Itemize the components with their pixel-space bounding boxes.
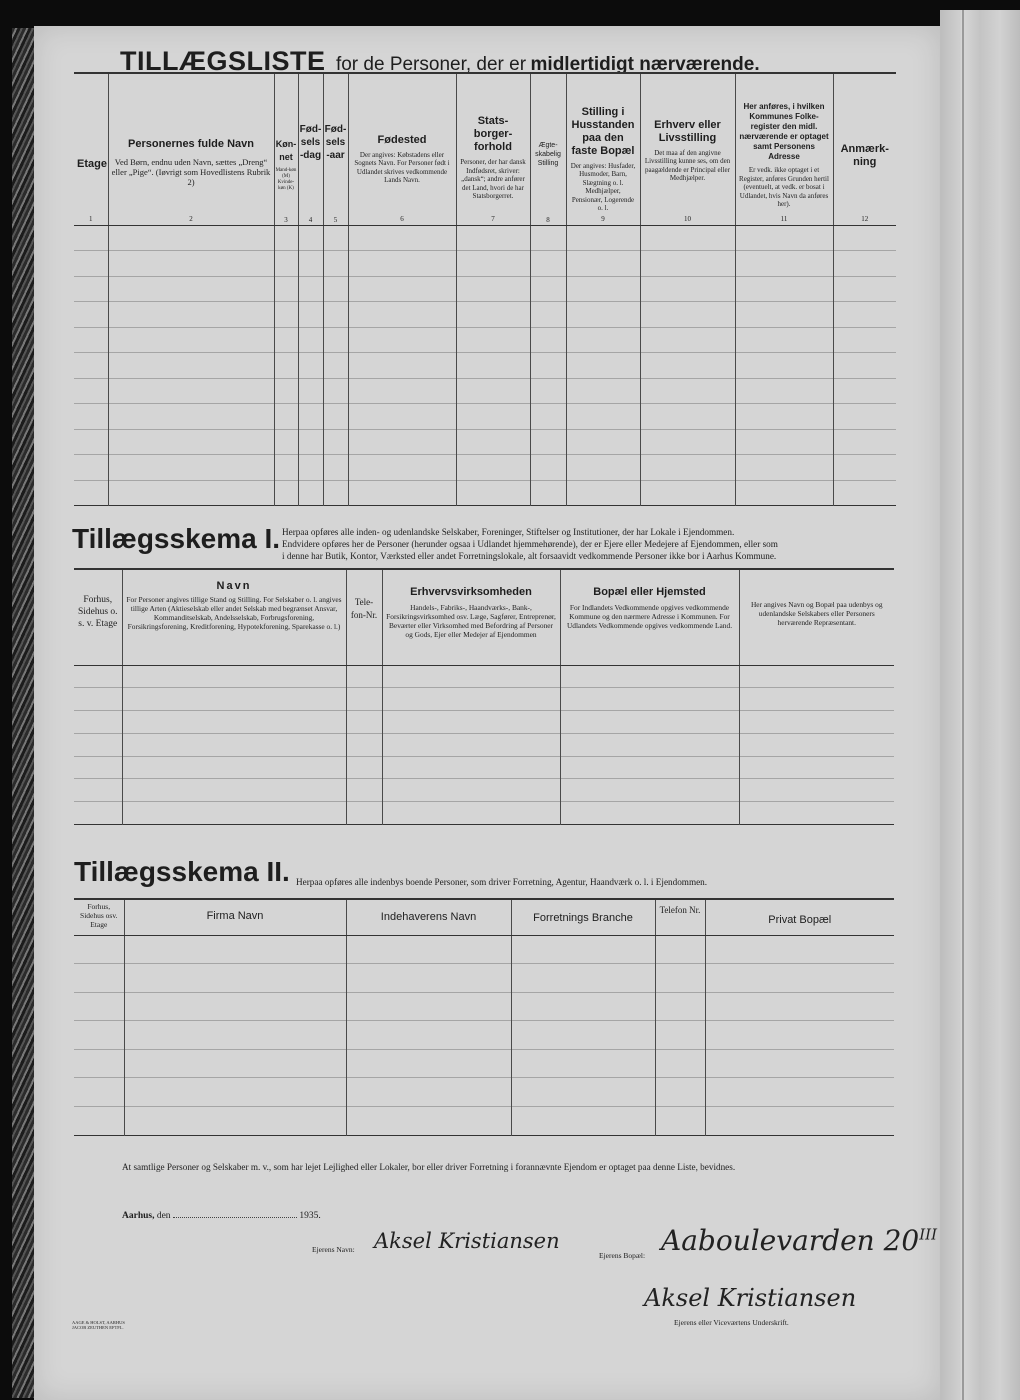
page-fold-line [962, 10, 964, 1400]
form-cell[interactable] [833, 276, 896, 302]
skema1-note [282, 526, 902, 562]
s2-col-branche: Forretnings Branche [511, 899, 655, 935]
form-cell[interactable] [122, 779, 346, 802]
form-cell[interactable] [530, 455, 566, 481]
form-cell[interactable] [346, 1078, 511, 1107]
form-cell[interactable] [298, 455, 323, 481]
form-cell[interactable] [560, 733, 739, 756]
title-big: TILLÆGSLISTE [120, 46, 326, 76]
form-cell[interactable] [735, 251, 833, 277]
col-navn: Personernes fulde Navn Ved Børn, endnu uden Navn, sættes „Dreng“ eller „Pige“. (Iøvrigt som Hovedlistens Rubrik 2) 2 [108, 73, 274, 225]
s2-col-bopael: Privat Bopæl [705, 899, 894, 935]
main-table-row [74, 404, 896, 430]
form-cell[interactable] [566, 327, 640, 353]
form-cell[interactable] [74, 378, 108, 404]
owner-address-text: Aaboulevarden 20 [661, 1224, 920, 1257]
form-cell[interactable] [74, 779, 122, 802]
form-cell[interactable] [323, 327, 348, 353]
form-cell[interactable] [348, 327, 456, 353]
form-cell[interactable] [456, 327, 530, 353]
date-line [122, 1211, 321, 1221]
form-cell[interactable] [298, 251, 323, 277]
main-table-row [74, 353, 896, 379]
owner-name-signature: Aksel Kristiansen [374, 1229, 560, 1253]
form-cell[interactable] [124, 1021, 346, 1050]
form-cell[interactable] [108, 276, 274, 302]
form-cell[interactable] [74, 404, 108, 430]
form-cell[interactable] [530, 480, 566, 506]
form-cell[interactable] [566, 455, 640, 481]
form-cell[interactable] [74, 429, 108, 455]
form-cell[interactable] [74, 1078, 124, 1107]
owner-name-label: Ejerens Navn: [312, 1245, 355, 1254]
form-cell[interactable] [655, 1049, 705, 1078]
form-cell[interactable] [382, 756, 560, 779]
form-cell[interactable] [298, 225, 323, 251]
skema1-note-line2: Endvidere opføres her de Personer (herunder ogsaa i Udlandet hjemmehørende), der er Ejere eller Medejere af Ejendommen, eller som [282, 539, 778, 549]
form-cell[interactable] [323, 455, 348, 481]
form-cell[interactable] [655, 1021, 705, 1050]
form-cell[interactable] [348, 404, 456, 430]
form-cell[interactable] [298, 276, 323, 302]
s1-col-repraesentant: Her angives Navn og Bopæl paa udenbys og udenlandske Selskabers eller Personers herværende Repræsentant. [739, 569, 894, 665]
form-cell[interactable] [323, 404, 348, 430]
form-cell[interactable] [705, 1078, 894, 1107]
form-cell[interactable] [735, 327, 833, 353]
main-table-row [74, 378, 896, 404]
next-page-edge [940, 10, 1020, 1400]
form-cell[interactable] [74, 711, 122, 734]
form-cell[interactable] [560, 756, 739, 779]
form-cell[interactable] [274, 225, 298, 251]
form-cell[interactable] [122, 688, 346, 711]
city-label: Aarhus, [122, 1211, 155, 1221]
skema1-note-line1: Herpaa opføres alle inden- og udenlandske Selskaber, Foreninger, Stiftelser og Institutioner, der har Lokale i Ejendommen. [282, 527, 735, 537]
form-cell[interactable] [833, 429, 896, 455]
form-cell[interactable] [108, 404, 274, 430]
form-cell[interactable] [640, 480, 735, 506]
s2-col-etage: Forhus, Sidehus osv. Etage [74, 899, 124, 935]
form-cell[interactable] [346, 711, 382, 734]
skema1-row [74, 711, 894, 734]
form-cell[interactable] [530, 429, 566, 455]
date-field[interactable] [173, 1217, 297, 1218]
skema2-row [74, 1049, 894, 1078]
form-cell[interactable] [74, 992, 124, 1021]
form-cell[interactable] [122, 756, 346, 779]
col-aegteskab: Ægte-skabelig Stilling 8 [530, 73, 566, 225]
form-cell[interactable] [74, 302, 108, 328]
form-cell[interactable] [74, 665, 122, 688]
form-cell[interactable] [735, 480, 833, 506]
skema2-row [74, 1021, 894, 1050]
form-cell[interactable] [108, 327, 274, 353]
form-cell[interactable] [323, 378, 348, 404]
owner-address-label: Ejerens Bopæl: [599, 1251, 646, 1260]
form-cell[interactable] [346, 1021, 511, 1050]
form-cell[interactable] [640, 327, 735, 353]
form-cell[interactable] [108, 251, 274, 277]
main-table-row [74, 429, 896, 455]
form-cell[interactable] [122, 802, 346, 825]
form-cell[interactable] [74, 733, 122, 756]
den-label: den [156, 1211, 171, 1221]
form-cell[interactable] [298, 302, 323, 328]
form-cell[interactable] [511, 1078, 655, 1107]
form-cell[interactable] [298, 353, 323, 379]
s1-col-telefon: Tele-fon-Nr. [346, 569, 382, 665]
skema1-note-line3: i denne har Butik, Kontor, Værksted eller andet Forretningslokale, alt forsaavidt vedkommende Personer ikke bor i Aarhus Kommune. [282, 551, 777, 561]
form-cell[interactable] [348, 276, 456, 302]
form-cell[interactable] [655, 1078, 705, 1107]
form-cell[interactable] [456, 251, 530, 277]
form-cell[interactable] [274, 455, 298, 481]
s1-col-erhverv: Erhvervsvirksomheden Handels-, Fabriks-, Haandværks-, Bank-, Forsikringsvirksomhed osv. Læge, Sagfører, Entreprenør, Beværter eller Virksomhed med Befordring af Personer og Gods, Ejer eller Medejer af Ejendommen [382, 569, 560, 665]
form-cell[interactable] [274, 404, 298, 430]
form-cell[interactable] [346, 935, 511, 964]
form-cell[interactable] [566, 404, 640, 430]
form-cell[interactable] [274, 251, 298, 277]
form-cell[interactable] [530, 404, 566, 430]
form-cell[interactable] [735, 276, 833, 302]
form-cell[interactable] [74, 1049, 124, 1078]
form-cell[interactable] [274, 327, 298, 353]
skema1-row [74, 756, 894, 779]
form-cell[interactable] [124, 1049, 346, 1078]
form-cell[interactable] [456, 480, 530, 506]
form-cell[interactable] [323, 353, 348, 379]
form-cell[interactable] [323, 429, 348, 455]
form-cell[interactable] [833, 327, 896, 353]
form-cell[interactable] [566, 480, 640, 506]
form-cell[interactable] [346, 733, 382, 756]
form-cell[interactable] [274, 429, 298, 455]
form-cell[interactable] [530, 353, 566, 379]
form-cell[interactable] [323, 276, 348, 302]
form-cell[interactable] [566, 429, 640, 455]
form-cell[interactable] [346, 779, 382, 802]
form-cell[interactable] [74, 225, 108, 251]
form-cell[interactable] [274, 480, 298, 506]
underskrift-signature: Aksel Kristiansen [644, 1284, 857, 1312]
form-cell[interactable] [74, 756, 122, 779]
s1-col-etage: Forhus, Sidehus o. s. v. Etage [74, 569, 122, 665]
form-cell[interactable] [640, 429, 735, 455]
form-cell[interactable] [560, 665, 739, 688]
form-cell[interactable] [124, 992, 346, 1021]
form-cell[interactable] [735, 302, 833, 328]
form-cell[interactable] [655, 964, 705, 993]
year-label: 1935. [299, 1211, 321, 1221]
form-cell[interactable] [124, 1078, 346, 1107]
skema2-row [74, 964, 894, 993]
form-cell[interactable] [74, 480, 108, 506]
form-cell[interactable] [530, 302, 566, 328]
form-cell[interactable] [346, 992, 511, 1021]
title-bold: midlertidigt nærværende. [530, 54, 760, 75]
main-table [74, 72, 896, 506]
form-cell[interactable] [833, 480, 896, 506]
col-erhverv: Erhverv eller Livsstilling Det maa af den angivne Livsstilling kunne ses, om den paagældende er Principal eller Medhjælper. 10 [640, 73, 735, 225]
form-cell[interactable] [735, 455, 833, 481]
form-cell[interactable] [640, 378, 735, 404]
owner-address-floor: III [919, 1225, 937, 1244]
title-rest: for de Personer, der er [335, 54, 527, 75]
form-cell[interactable] [298, 327, 323, 353]
form-cell[interactable] [74, 353, 108, 379]
form-cell[interactable] [833, 302, 896, 328]
form-cell[interactable] [705, 964, 894, 993]
form-cell[interactable] [74, 1021, 124, 1050]
form-cell[interactable] [705, 1049, 894, 1078]
s1-col-navn: Navn For Personer angives tillige Stand og Stilling. For Selskaber o. l. angives tillige Arten (Aktieselskab eller andet Selskab med begrænset Ansvar, Kommanditselskab, Andelsselskab, Forbrugsforening, Forsikringsforening, Kreditforening, Hypotekforening, Sparekasse o. l.) [122, 569, 346, 665]
form-cell[interactable] [274, 276, 298, 302]
form-cell[interactable] [382, 733, 560, 756]
skema2-title: Tillægsskema II. [74, 856, 290, 887]
form-cell[interactable] [382, 711, 560, 734]
form-cell[interactable] [735, 225, 833, 251]
form-cell[interactable] [108, 429, 274, 455]
form-cell[interactable] [640, 251, 735, 277]
form-cell[interactable] [122, 711, 346, 734]
skema2-note: Herpaa opføres alle indenbys boende Personer, som driver Forretning, Agentur, Haandværk o. l. i Ejendommen. [296, 877, 708, 887]
form-cell[interactable] [74, 1107, 124, 1136]
form-cell[interactable] [74, 455, 108, 481]
form-cell[interactable] [530, 225, 566, 251]
form-cell[interactable] [382, 802, 560, 825]
form-cell[interactable] [735, 429, 833, 455]
form-cell[interactable] [74, 276, 108, 302]
form-cell[interactable] [560, 802, 739, 825]
col-foedselsdag: Fød-sels-dag 4 [298, 73, 323, 225]
form-cell[interactable] [560, 688, 739, 711]
main-table-row [74, 225, 896, 251]
form-cell[interactable] [560, 711, 739, 734]
form-cell[interactable] [560, 779, 739, 802]
skema2-row [74, 1078, 894, 1107]
main-table-row [74, 455, 896, 481]
form-cell[interactable] [739, 688, 894, 711]
form-cell[interactable] [456, 378, 530, 404]
form-cell[interactable] [456, 225, 530, 251]
form-cell[interactable] [566, 225, 640, 251]
form-cell[interactable] [655, 992, 705, 1021]
form-cell[interactable] [739, 733, 894, 756]
skema1-title: Tillægsskema I. [72, 523, 281, 554]
book-binding [12, 28, 36, 1398]
skema1-row [74, 802, 894, 825]
form-cell[interactable] [346, 688, 382, 711]
col-anmaerkning: Anmærk-ning 12 [833, 73, 896, 225]
form-cell[interactable] [705, 935, 894, 964]
form-cell[interactable] [833, 225, 896, 251]
form-cell[interactable] [298, 378, 323, 404]
skema2-row [74, 992, 894, 1021]
form-cell[interactable] [122, 665, 346, 688]
form-cell[interactable] [348, 378, 456, 404]
owner-address-value [661, 1224, 937, 1257]
skema2-table [74, 898, 894, 1136]
form-cell[interactable] [298, 480, 323, 506]
form-cell[interactable] [530, 327, 566, 353]
form-cell[interactable] [74, 251, 108, 277]
form-cell[interactable] [511, 935, 655, 964]
form-cell[interactable] [346, 665, 382, 688]
form-cell[interactable] [739, 802, 894, 825]
s2-col-telefon: Telefon Nr. [655, 899, 705, 935]
form-cell[interactable] [735, 353, 833, 379]
form-cell[interactable] [640, 455, 735, 481]
skema1-row [74, 665, 894, 688]
form-cell[interactable] [640, 404, 735, 430]
col-stilling: Stilling i Husstanden paa den faste Bopæl Der angives: Husfader, Husmoder, Barn, Slægtning o. l. Medhjælper, Pensionær, Logerende o. l. 9 [566, 73, 640, 225]
form-cell[interactable] [124, 935, 346, 964]
form-cell[interactable] [566, 302, 640, 328]
form-cell[interactable] [122, 733, 346, 756]
form-cell[interactable] [274, 302, 298, 328]
form-cell[interactable] [511, 992, 655, 1021]
form-cell[interactable] [298, 404, 323, 430]
form-cell[interactable] [323, 225, 348, 251]
form-cell[interactable] [74, 964, 124, 993]
form-cell[interactable] [640, 225, 735, 251]
form-cell[interactable] [655, 1107, 705, 1136]
form-cell[interactable] [640, 276, 735, 302]
form-cell[interactable] [382, 688, 560, 711]
form-cell[interactable] [108, 353, 274, 379]
form-cell[interactable] [323, 251, 348, 277]
form-cell[interactable] [323, 480, 348, 506]
form-cell[interactable] [566, 378, 640, 404]
underskrift-label: Ejerens eller Viceværtens Underskrift. [674, 1318, 789, 1327]
form-cell[interactable] [739, 756, 894, 779]
form-cell[interactable] [511, 964, 655, 993]
form-cell[interactable] [348, 480, 456, 506]
form-cell[interactable] [74, 327, 108, 353]
form-cell[interactable] [833, 404, 896, 430]
form-cell[interactable] [348, 429, 456, 455]
form-cell[interactable] [346, 802, 382, 825]
form-cell[interactable] [735, 404, 833, 430]
skema1-row [74, 733, 894, 756]
form-cell[interactable] [108, 455, 274, 481]
col-foedselsaar: Fød-sels-aar 5 [323, 73, 348, 225]
s2-col-firma: Firma Navn [124, 899, 346, 935]
form-cell[interactable] [511, 1049, 655, 1078]
form-cell[interactable] [456, 353, 530, 379]
form-cell[interactable] [346, 756, 382, 779]
form-cell[interactable] [833, 378, 896, 404]
main-table-row [74, 251, 896, 277]
form-cell[interactable] [108, 378, 274, 404]
col-folkeregister: Her anføres, i hvilken Kommunes Folke-register den midl. nærværende er optaget samt Personens Adresse Er vedk. ikke optaget i et Register, anføres Grunden hertil (eventuelt, at vedk. er bosat i Udlandet, hvis Navn da anføres her). 11 [735, 73, 833, 225]
form-cell[interactable] [833, 353, 896, 379]
form-cell[interactable] [833, 251, 896, 277]
form-cell[interactable] [274, 353, 298, 379]
form-cell[interactable] [348, 353, 456, 379]
form-cell[interactable] [566, 251, 640, 277]
form-cell[interactable] [511, 1107, 655, 1136]
s1-col-bopael: Bopæl eller Hjemsted For Indlandets Vedkommende opgives vedkommende Kommune og den nærmere Adresse i Kommunen. For Udlandets Vedkommende opgives vedkommende Land. [560, 569, 739, 665]
printer-mark: AAGE & HOLST, AARHUS JACOB ZEUTHEN EFTFL. [72, 1320, 125, 1330]
s2-col-indehaver: Indehaverens Navn [346, 899, 511, 935]
main-table-row [74, 327, 896, 353]
form-cell[interactable] [735, 378, 833, 404]
form-cell[interactable] [566, 276, 640, 302]
form-cell[interactable] [346, 964, 511, 993]
form-cell[interactable] [346, 1107, 511, 1136]
form-cell[interactable] [456, 276, 530, 302]
form-cell[interactable] [655, 935, 705, 964]
skema1-row [74, 779, 894, 802]
form-cell[interactable] [124, 1107, 346, 1136]
form-cell[interactable] [640, 302, 735, 328]
main-table-row [74, 276, 896, 302]
form-cell[interactable] [274, 378, 298, 404]
form-cell[interactable] [530, 378, 566, 404]
form-cell[interactable] [456, 404, 530, 430]
form-cell[interactable] [382, 665, 560, 688]
form-cell[interactable] [640, 353, 735, 379]
form-cell[interactable] [348, 302, 456, 328]
form-cell[interactable] [511, 1021, 655, 1050]
form-cell[interactable] [456, 302, 530, 328]
skema2-row [74, 1107, 894, 1136]
form-cell[interactable] [348, 225, 456, 251]
main-table-row [74, 302, 896, 328]
form-cell[interactable] [382, 779, 560, 802]
form-cell[interactable] [530, 251, 566, 277]
form-cell[interactable] [566, 353, 640, 379]
skema1-table [74, 568, 894, 825]
form-page [34, 26, 940, 1400]
form-cell[interactable] [323, 302, 348, 328]
form-cell[interactable] [298, 429, 323, 455]
col-koen: Køn-net Mand-køn (M) Kvinde-køn (K) 3 [274, 73, 298, 225]
col-statsborger: Stats-borger-forhold Personer, der har dansk Indfødsret, skriver: „dansk“; andre anfører det Land, hvori de har Statsborgerret. 7 [456, 73, 530, 225]
form-cell[interactable] [124, 964, 346, 993]
col-etage: Etage 1 [74, 73, 108, 225]
form-cell[interactable] [833, 455, 896, 481]
form-cell[interactable] [705, 1021, 894, 1050]
form-cell[interactable] [74, 688, 122, 711]
col-foedested: Fødested Der angives: Købstadens eller Sognets Navn. For Personer født i Udlandet skrives vedkommende Lands Navn. 6 [348, 73, 456, 225]
form-cell[interactable] [108, 302, 274, 328]
main-table-row [74, 480, 896, 506]
form-cell[interactable] [705, 992, 894, 1021]
form-cell[interactable] [705, 1107, 894, 1136]
certification-statement: At samtlige Personer og Selskaber m. v., som har lejet Lejlighed eller Lokaler, bor eller driver Forretning i forannævnte Ejendom er optaget paa denne Liste, bevidnes. [122, 1162, 736, 1172]
form-cell[interactable] [739, 665, 894, 688]
form-cell[interactable] [530, 276, 566, 302]
form-cell[interactable] [74, 935, 124, 964]
form-cell[interactable] [739, 779, 894, 802]
form-cell[interactable] [108, 225, 274, 251]
form-cell[interactable] [348, 251, 456, 277]
form-cell[interactable] [456, 455, 530, 481]
skema2-row [74, 935, 894, 964]
form-cell[interactable] [346, 1049, 511, 1078]
skema1-row [74, 688, 894, 711]
form-cell[interactable] [108, 480, 274, 506]
form-cell[interactable] [74, 802, 122, 825]
form-cell[interactable] [739, 711, 894, 734]
form-cell[interactable] [348, 455, 456, 481]
form-cell[interactable] [456, 429, 530, 455]
